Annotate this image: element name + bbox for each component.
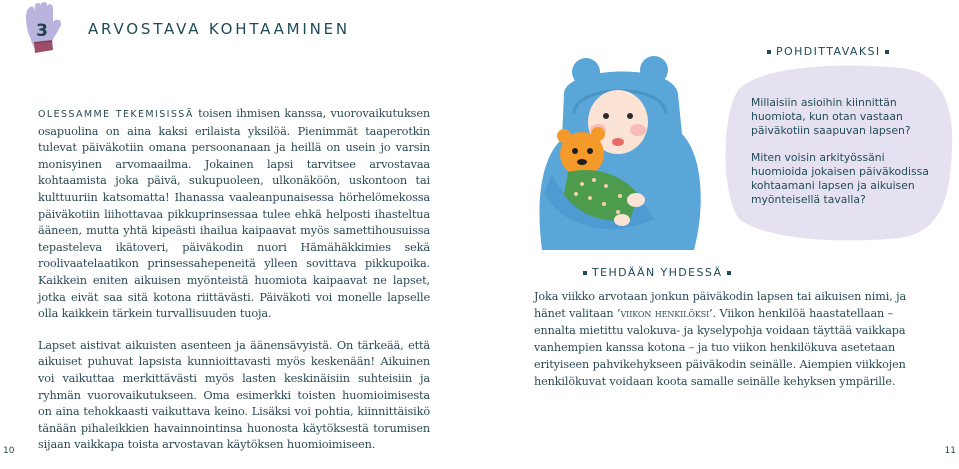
page-number-right: 11 — [944, 446, 956, 456]
paragraph-2: Lapset aistivat aikuisten asenteen ja äänensävyistä. On tärkeää, että aikuiset puhuvat lapsista kunnioittavasti myös keskenään! Aikuinen voi vaikuttaa merkittävästi myös lasten keskinäisiin suhteisiin ja ryhmän vuorovaikutukseen. Oma esimerkki toisten huomioimisesta on aina tehokkaasti vaikuttava keino. Lisäksi voi pohtia, kiinnittäisikö tänään pihaleikkien havainnointinsa huonosta käytöksestä torumisen sijaan vaikkapa toista arvostavan käytöksen huomioimiseen. — [38, 338, 430, 452]
tehdaan-yhdessa-text — [534, 288, 918, 390]
tehdaan-yhdessa-heading — [578, 266, 736, 279]
bear-costume-child-illustration — [534, 54, 712, 250]
pohdittavaksi-heading — [762, 45, 894, 58]
bullet-square-icon — [727, 271, 731, 275]
lead-in-caps: OLESSAMME TEKEMISISSÄ — [38, 109, 194, 120]
tehdaan-yhdessa-heading-text: TEHDÄÄN YHDESSÄ — [592, 266, 723, 279]
tehdaan-yhdessa-text-start: Joka viikko arvotaan jonkun päiväkodin lapsen tai aikuisen nimi, ja hänet valitaan ’ — [534, 290, 907, 320]
pohdittavaksi-question-1: Millaisiin asioihin kiinnittän huomiota, kun otan vastaan päiväkotiin saapuvan lapsen? — [751, 96, 911, 137]
chapter-title: ARVOSTAVA KOHTAAMINEN — [88, 20, 350, 38]
bullet-square-icon — [885, 50, 889, 54]
bullet-square-icon — [583, 271, 587, 275]
pohdittavaksi-heading-text: POHDITTAVAKSI — [776, 45, 881, 58]
page-number-left: 10 — [3, 446, 15, 456]
bullet-square-icon — [767, 50, 771, 54]
paragraph-1-text: toisen ihmisen kanssa, vuorovaikutuksen osapuolina on aina kaksi erilaista yksilöä. Pienimmät taaperotkin tulevat päiväkotiin omana persoonanaan ja heillä on usein jo varsin monisyinen arvomaailma. Jokainen lapsi tarvitsee arvostavaa kohtaamista joka päivä, sukupuoleen, ulkonäköön, uskontoon tai kulttuuriin katsomatta! Ihanassa vaaleanpunaisessa hörhelömekossa päiväkotiin liihottavaa pikkuprinsessaa tulee ehkä helposti ihasteltua ääneen, mutta yhtä kipeästi ihailua kaipaavat myös samettihousuissa tepasteleva ikätoveri, päiväkodin nuori Hämähäkkimies sekä roolivaatelaatikon prinsessahepeneitä ylleen sovittava pikkupoika. Kaikkein eniten aikuisen myönteistä huomiota kaipaavat ne lapset, jotka eivät saa sitä kotona riittävästi. Päiväkoti voi monelle lapselle olla kaikkein tärkein turvallisuuden tuoja. — [38, 107, 430, 321]
pohdittavaksi-question-2: Miten voisin arkityössäni huomioida jokaisen päiväkodissa kohtaamani lapsen ja aikuisen myönteisellä tavalla? — [751, 151, 929, 206]
paragraph-1 — [38, 106, 430, 323]
chapter-number: 3 — [36, 21, 48, 41]
left-column — [38, 106, 430, 469]
tehdaan-yhdessa-text-end: ’. Viikon henkilöä haastatellaan – ennalta mietittu valokuva- ja kyselypohja voidaan täyttää vaikkapa vanhempien kanssa kotona – ja tuo viikon henkilökuva asetetaan erityiseen pahvikehykseen päiväkodin seinälle. Aiempien viikkojen henkilökuvat voidaan koota samalle seinälle kehyksen ympärille. — [534, 307, 906, 388]
viikon-henkilo-small-caps: viikon henkilöksi — [620, 307, 710, 320]
